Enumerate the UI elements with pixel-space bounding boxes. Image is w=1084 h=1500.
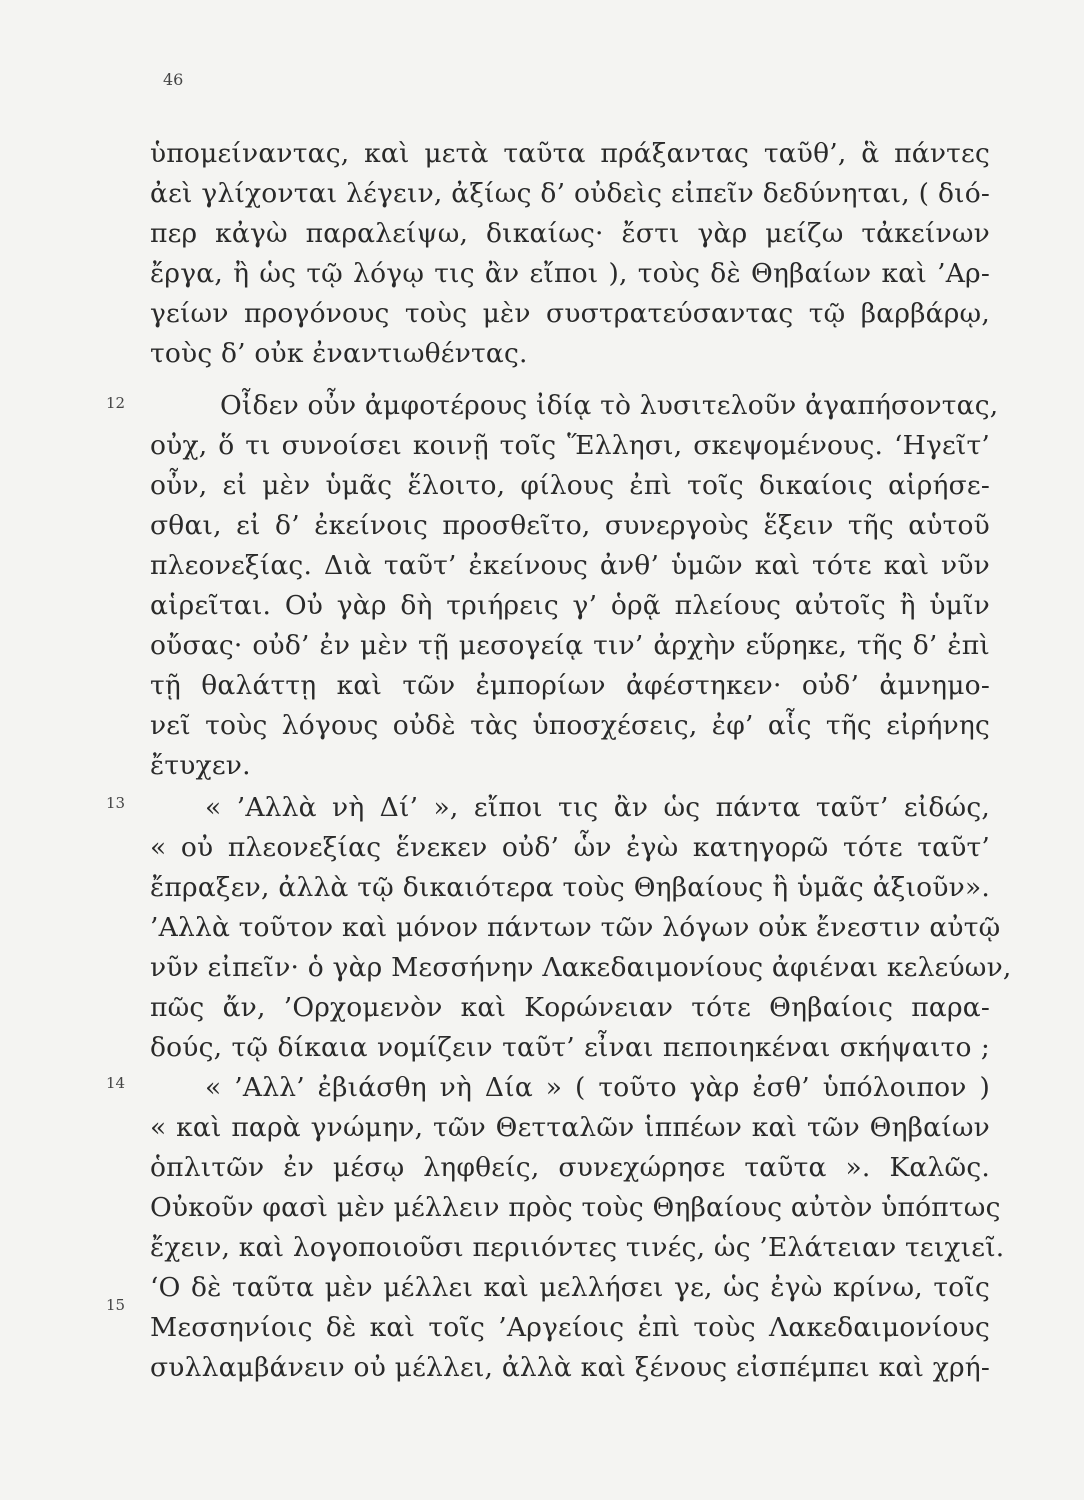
section-number: 13 (106, 794, 126, 812)
text-line: νῦν εἰπεῖν· ὁ γὰρ Μεσσήνην Λακεδαιμονίους ἀφιέναι κελεύων, (150, 952, 1012, 983)
text-line: οὐχ, ὅ τι συνοίσει κοινῇ τοῖς Ἕλλησι, σκεψομένους. ‘Ηγεῖτ’ (150, 430, 990, 461)
text-line: ἔχειν, καὶ λογοποιοῦσι περιιόντες τινές, ὡς ’Ελάτειαν τειχιεῖ. (150, 1232, 1005, 1263)
text-line: « ’Αλλ’ ἐβιάσθη νὴ Δία » ( τοῦτο γὰρ ἐσθ’ ὑπόλοιπον ) (205, 1072, 990, 1103)
text-line: ‘Ο δὲ ταῦτα μὲν μέλλει καὶ μελλήσει γε, ὡς ἐγὼ κρίνω, τοῖς (150, 1272, 990, 1303)
text-line: ἔτυχεν. (150, 750, 251, 781)
section-number: 12 (106, 394, 126, 412)
text-line: αἱρεῖται. Οὐ γὰρ δὴ τριήρεις γ’ ὁρᾷ πλείους αὐτοῖς ἢ ὑμῖν (150, 590, 990, 621)
page-number: 46 (163, 70, 184, 89)
text-line: ’Αλλὰ τοῦτον καὶ μόνον πάντων τῶν λόγων οὐκ ἔνεστιν αὐτῷ (150, 912, 1001, 943)
text-line: σθαι, εἰ δ’ ἐκείνοις προσθεῖτο, συνεργοὺς ἕξειν τῆς αὑτοῦ (150, 510, 990, 541)
text-line: τοὺς δ’ οὐκ ἐναντιωθέντας. (150, 338, 528, 369)
text-line: γείων προγόνους τοὺς μὲν συστρατεύσαντας τῷ βαρβάρῳ, (150, 298, 990, 329)
text-line: οὔσας· οὐδ’ ἐν μὲν τῇ μεσογείᾳ τιν’ ἀρχὴν εὕρηκε, τῆς δ’ ἐπὶ (150, 630, 990, 661)
text-line: πῶς ἄν, ’Ορχομενὸν καὶ Κορώνειαν τότε Θηβαίοις παρα- (150, 992, 990, 1023)
text-line: ἀεὶ γλίχονται λέγειν, ἀξίως δ’ οὐδεὶς εἰπεῖν δεδύνηται, ( διό- (150, 178, 990, 209)
text-line: « καὶ παρὰ γνώμην, τῶν Θετταλῶν ἱππέων καὶ τῶν Θηβαίων (150, 1112, 990, 1143)
text-line: περ κἀγὼ παραλείψω, δικαίως· ἔστι γὰρ μείζω τἀκείνων (150, 218, 990, 249)
text-line: « ’Αλλὰ νὴ Δί’ », εἴποι τις ἂν ὡς πάντα ταῦτ’ εἰδώς, (205, 792, 990, 823)
text-line: δούς, τῷ δίκαια νομίζειν ταῦτ’ εἶναι πεποιηκέναι σκήψαιτο ; (150, 1032, 990, 1063)
text-line: ὁπλιτῶν ἐν μέσῳ ληφθείς, συνεχώρησε ταῦτα ». Καλῶς. (150, 1152, 990, 1183)
section-number: 15 (106, 1296, 126, 1314)
text-line: οὖν, εἰ μὲν ὑμᾶς ἕλοιτο, φίλους ἐπὶ τοῖς δικαίοις αἱρήσε- (150, 470, 990, 501)
text-line: συλλαμβάνειν οὐ μέλλει, ἀλλὰ καὶ ξένους εἰσπέμπει καὶ χρή- (150, 1352, 990, 1383)
text-line: « οὐ πλεονεξίας ἕνεκεν οὐδ’ ὧν ἐγὼ κατηγορῶ τότε ταῦτ’ (150, 832, 990, 863)
text-line: πλεονεξίας. Διὰ ταῦτ’ ἐκείνους ἀνθ’ ὑμῶν καὶ τότε καὶ νῦν (150, 550, 990, 581)
text-line: ἔπραξεν, ἀλλὰ τῷ δικαιότερα τοὺς Θηβαίους ἢ ὑμᾶς ἀξιοῦν». (150, 872, 990, 903)
text-line: ἔργα, ἢ ὡς τῷ λόγῳ τις ἂν εἴποι ), τοὺς δὲ Θηβαίων καὶ ’Αρ- (150, 258, 990, 289)
text-line: Οὐκοῦν φασὶ μὲν μέλλειν πρὸς τοὺς Θηβαίους αὐτὸν ὑπόπτως (150, 1192, 1001, 1223)
text-line: ὑπομείναντας, καὶ μετὰ ταῦτα πράξαντας ταῦθ’, ἃ πάντες (150, 138, 990, 169)
section-number: 14 (106, 1074, 126, 1092)
text-line: νεῖ τοὺς λόγους οὐδὲ τὰς ὑποσχέσεις, ἐφ’ αἷς τῆς εἰρήνης (150, 710, 990, 741)
text-line: Μεσσηνίοις δὲ καὶ τοῖς ’Αργείοις ἐπὶ τοὺς Λακεδαιμονίους (150, 1312, 990, 1343)
text-line: τῇ θαλάττῃ καὶ τῶν ἐμπορίων ἀφέστηκεν· οὐδ’ ἀμνημο- (150, 670, 990, 701)
text-line: Οἶδεν οὖν ἀμφοτέρους ἰδίᾳ τὸ λυσιτελοῦν ἀγαπήσοντας, (220, 390, 999, 421)
